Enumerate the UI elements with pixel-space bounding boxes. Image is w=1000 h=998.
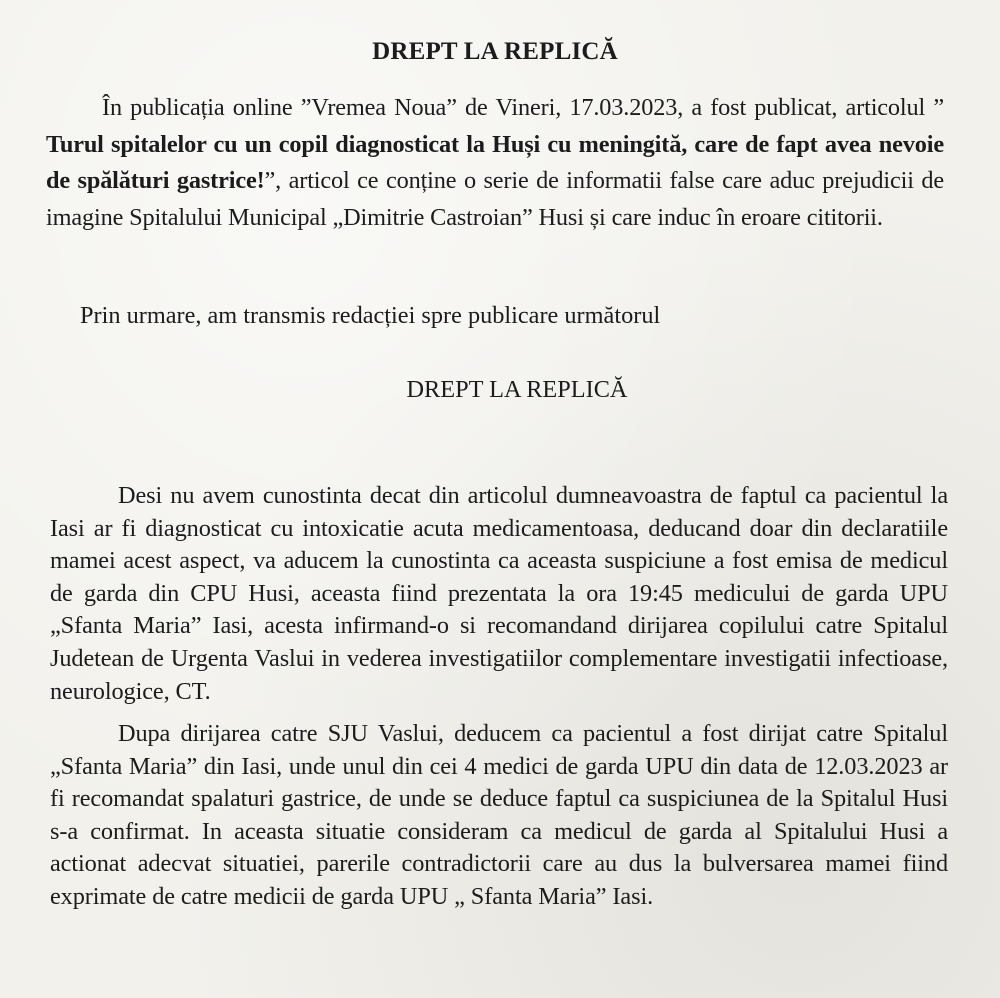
intro-text-before: În publicația online ”Vremea Noua” de Vineri, 17.03.2023, a fost publicat, articolul ” (102, 94, 944, 121)
document-title: DREPT LA REPLICĂ (372, 38, 618, 65)
reply-paragraph-2 (50, 718, 948, 914)
reply-paragraph-2-text: Dupa dirijarea catre SJU Vaslui, deducem ca pacientul a fost dirijat catre Spitalul „Sfanta Maria” din Iasi, unde unul din cei 4 medici de garda UPU din data de 12.03.2023 ar fi recomandat spalaturi gastrice, de unde se deduce faptul ca suspiciunea de la Spitalul Husi s-a confirmat. In aceasta situatie consideram ca medicul de garda al Spitalului Husi a actionat adecvat situatiei, parerile contradictorii care au dus la bulversarea mamei fiind exprimate de catre medicii de garda UPU „ Sfanta Maria” Iasi. (50, 720, 948, 910)
intro-text-after: ”, articol ce conține o serie de informatii false care aduc prejudicii de imagine Spitalului Municipal „Dimitrie Castroian” Husi și care induc în eroare cititorii. (46, 167, 945, 231)
reply-subtitle: DREPT LA REPLICĂ (406, 376, 628, 403)
transition-line: Prin urmare, am transmis redacției spre publicare următorul (80, 302, 661, 329)
reply-paragraph-1-text: Desi nu avem cunostinta decat din articolul dumneavoastra de faptul ca pacientul la Iasi ar fi diagnosticat cu intoxicatie acuta medicamentoasa, deducand doar din declaratiile mamei acest aspect, va aducem la cunostinta ca aceasta suspiciune a fost emisa de medicul de garda din CPU Husi, aceasta fiind prezentata la ora 19:45 medicului de garda UPU „Sfanta Maria” Iasi, acesta infirmand-o si recomandand dirijarea copilului catre Spitalul Judetean de Urgenta Vaslui in vederea investigatiilor complementare investigatii infectioase, neurologice, CT. (50, 482, 948, 705)
article-headline: Turul spitalelor cu un copil diagnosticat la Huși cu meningită, care de fapt avea nevoie de spălături gastrice! (46, 130, 944, 194)
reply-paragraph-1 (50, 480, 948, 708)
intro-paragraph (46, 90, 944, 236)
